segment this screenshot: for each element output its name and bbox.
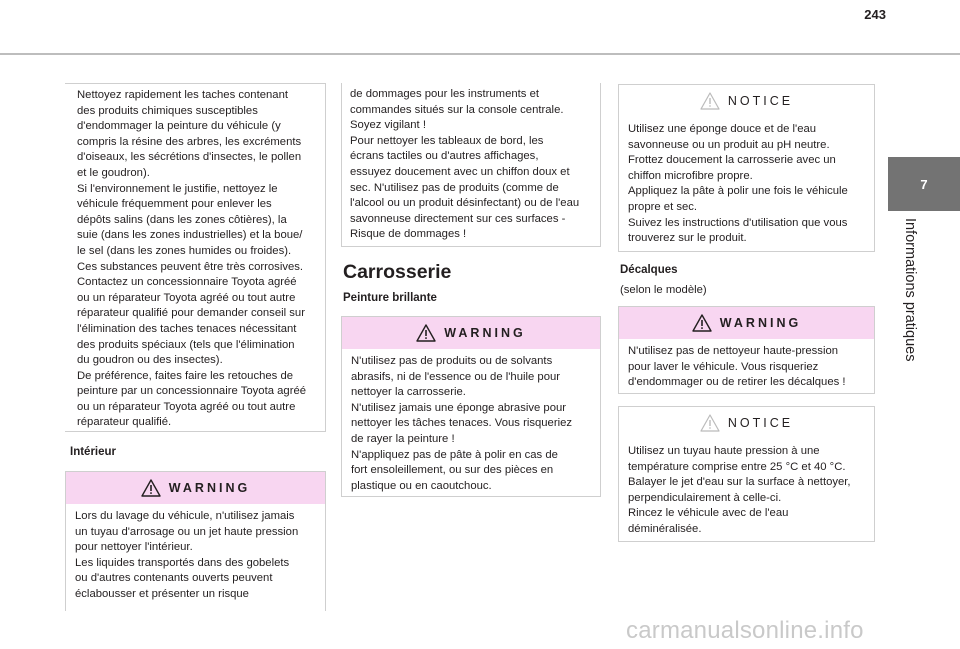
warning-box-carrosserie xyxy=(341,316,601,497)
decalques-heading: Décalques xyxy=(620,264,678,276)
warning-box-decalques xyxy=(618,306,875,394)
peinture-heading: Peinture brillante xyxy=(343,292,437,304)
warning-title: WARNING xyxy=(719,316,802,330)
warning-triangle-icon xyxy=(416,324,436,342)
notice-box-paint xyxy=(618,84,875,252)
warning-title: WARNING xyxy=(444,326,526,340)
notice-text: Utilisez un tuyau haute pression à une température comprise entre 25 °C et 40 °C. Balayer le jet d'eau sur la surface à nettoyer, perpendiculairement à celle-ci. Rincez le véhicule avec de l'eau déminéralisée. xyxy=(628,445,851,535)
warning-title: WARNING xyxy=(168,481,251,495)
warning-header xyxy=(342,317,600,349)
notice-title: NOTICE xyxy=(727,94,794,108)
notice-triangle-icon xyxy=(700,414,720,432)
page-number: 243 xyxy=(864,7,886,22)
warning-text: N'utilisez pas de nettoyeur haute-pression pour laver le véhicule. Vous risqueriez d'endommager ou de retirer les décalques ! xyxy=(628,345,846,389)
warning-triangle-icon xyxy=(692,314,712,332)
carrosserie-heading: Carrosserie xyxy=(343,261,452,283)
header-rule xyxy=(0,53,960,55)
notice-box-decalques xyxy=(618,406,875,542)
warning-text: N'utilisez pas de produits ou de solvants abrasifs, ni de l'essence ou de l'huile pour nettoyer la carrosserie. N'utilisez jamais une éponge abrasive pour nettoyer les tâches tenaces. Vous risqueriez de rayer la peinture ! N'appliquez pas de pâte à polir en cas de fort ensoleillement, ou sur des pièces en plastique ou en caoutchouc. xyxy=(351,355,573,492)
notice-title: NOTICE xyxy=(727,416,794,430)
continued-box xyxy=(341,83,601,247)
chapter-title: Informations pratiques xyxy=(902,218,918,362)
notice-header xyxy=(619,407,874,439)
watermark: carmanualsonline.info xyxy=(626,617,864,644)
warning-triangle-icon xyxy=(141,479,161,497)
chapter-tab[interactable]: 7 xyxy=(888,157,960,211)
warning-header xyxy=(619,307,874,339)
stain-cleaning-text: Nettoyez rapidement les taches contenant des produits chimiques susceptibles d'endommager la peinture du véhicule (y compris la résine des arbres, les excréments d'oiseaux, les sécrétions d'insectes, le pollen et le goudron). Si l'environnement le justifie, nettoyez le véhicule fréquemment pour enlever les dépôts salins (dans les zones côtières), la suie (dans les zones industrielles) et la boue/ le sel (dans les zones humides ou froides). Ces substances peuvent être très corrosives. Contactez un concessionnaire Toyota agréé ou un réparateur Toyota agréé ou tout autre réparateur qualifié pour demander conseil sur l'élimination des taches tenaces nécessitant des produits spéciaux (tels que l'élimination du goudron ou des insectes). De préférence, faites faire les retouches de peinture par un concessionnaire Toyota agréé ou un réparateur Toyota agréé ou tout autre réparateur qualifié. xyxy=(65,83,326,432)
notice-text: Utilisez une éponge douce et de l'eau savonneuse ou un produit au pH neutre. Frottez doucement la carrosserie avec un chiffon microfibre propre. Appliquez la pâte à polir une fois le véhicule propre et sec. Suivez les instructions d'utilisation que vous trouverez sur le produit. xyxy=(628,123,848,245)
interieur-heading: Intérieur xyxy=(70,446,117,458)
decalques-subtitle: (selon le modèle) xyxy=(620,284,707,296)
notice-triangle-icon xyxy=(700,92,720,110)
continued-text: de dommages pour les instruments et commandes situés sur la console centrale. Soyez vigilant ! Pour nettoyer les tableaux de bord, les écrans tactiles ou d'autres affichages, essuyez doucement avec un chiffon doux et sec. N'utilisez pas de produits (comme de l'alcool ou un produit désinfectant) ou de l'eau savonneuse directement sur ces surfaces - Risque de dommages ! xyxy=(350,88,580,241)
notice-header xyxy=(619,85,874,117)
warning-box-interieur xyxy=(65,471,326,611)
warning-header xyxy=(66,472,325,504)
warning-text: Lors du lavage du véhicule, n'utilisez jamais un tuyau d'arrosage ou un jet haute pression pour nettoyer l'intérieur. Les liquides transportés dans des gobelets ou d'autres contenants ouverts peuvent éclabousser et présenter un risque xyxy=(75,510,299,600)
